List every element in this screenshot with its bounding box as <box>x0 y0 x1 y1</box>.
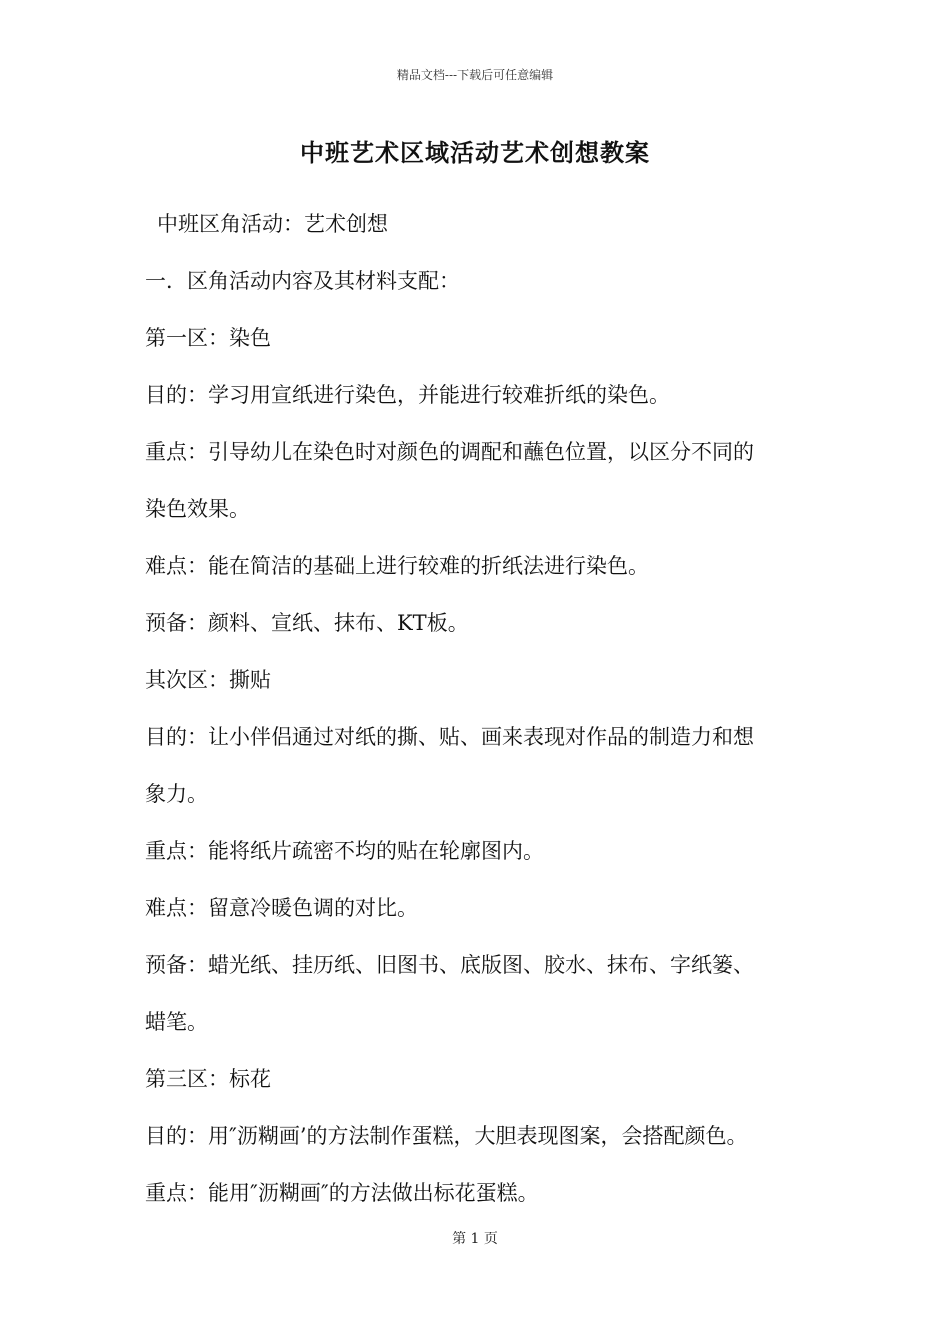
paragraph-line: 目的：让小伴侣通过对纸的撕、贴、画来表现对作品的制造力和想 <box>145 725 754 749</box>
paragraph-line: 目的：学习用宣纸进行染色，并能进行较难折纸的染色。 <box>145 383 670 407</box>
paragraph-line: 难点：留意冷暖色调的对比。 <box>145 896 418 920</box>
document-body <box>145 196 810 1222</box>
page-number: 第 1 页 <box>452 1231 498 1247</box>
paragraph-line: 中班区角活动：艺术创想 <box>157 212 388 236</box>
paragraph-line: 预备：蜡光纸、挂历纸、旧图书、底版图、胶水、抹布、字纸篓、 <box>145 953 754 977</box>
paragraph-line: 难点：能在简洁的基础上进行较难的折纸法进行染色。 <box>145 554 649 578</box>
paragraph-line: 一．区角活动内容及其材料支配： <box>145 269 460 293</box>
paragraph-line: 象力。 <box>145 782 208 806</box>
paragraph-line: 目的：用″沥糊画’的方法制作蛋糕，大胆表现图案，会搭配颜色。 <box>145 1124 748 1148</box>
paragraph-line: 其次区：撕贴 <box>145 668 271 692</box>
paragraph-line: 蜡笔。 <box>145 1010 208 1034</box>
paragraph-line: 染色效果。 <box>145 497 250 521</box>
paragraph-line: 重点：能将纸片疏密不均的贴在轮廓图内。 <box>145 839 544 863</box>
paragraph-line: 重点：能用″沥糊画″的方法做出标花蛋糕。 <box>145 1181 539 1205</box>
page-header: 精品文档---下载后可任意编辑 <box>396 68 554 82</box>
paragraph-line: 预备：颜料、宣纸、抹布、KT板。 <box>145 611 469 635</box>
document-title: 中班艺术区域活动艺术创想教案 <box>300 138 650 167</box>
paragraph-line: 第一区：染色 <box>145 326 271 350</box>
paragraph-line: 第三区：标花 <box>145 1067 271 1091</box>
paragraph-line: 重点：引导幼儿在染色时对颜色的调配和蘸色位置，以区分不同的 <box>145 440 754 464</box>
